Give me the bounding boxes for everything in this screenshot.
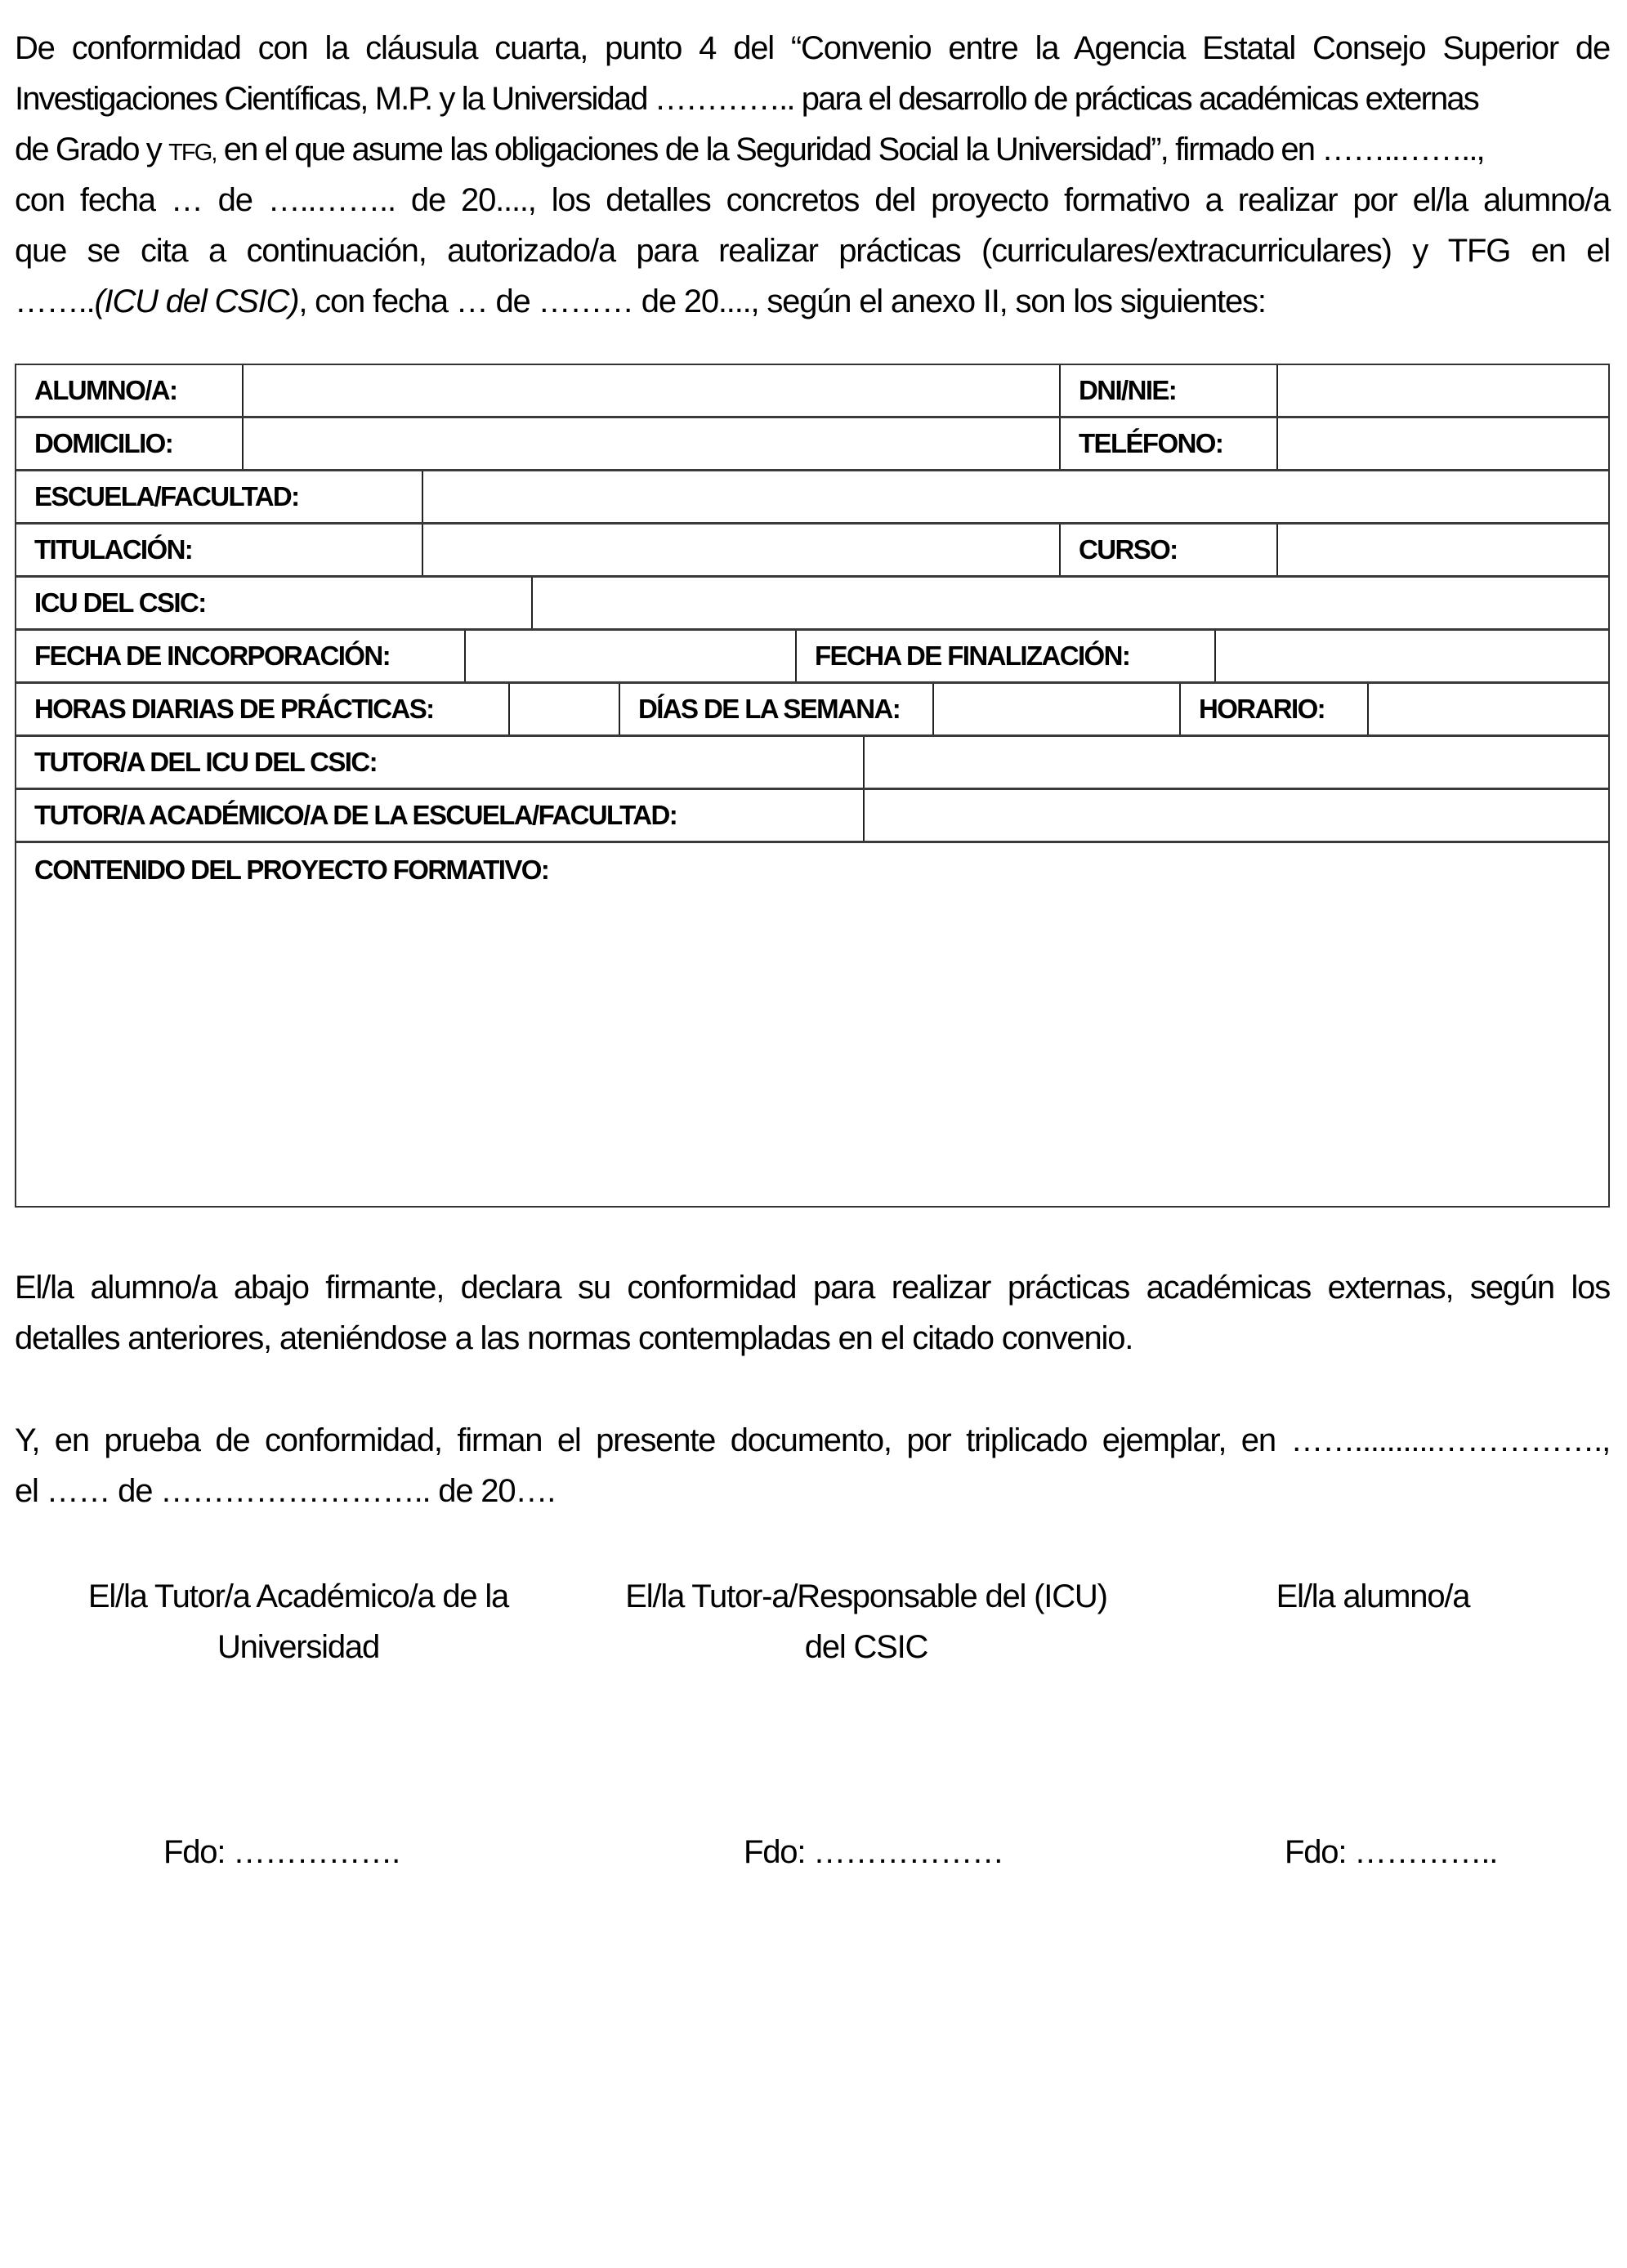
alumno-field[interactable] [244, 365, 1061, 416]
intro-line-3 [15, 124, 1610, 175]
fecha-finalizacion-label-cell [797, 631, 1216, 681]
signature-title-alumno: El/la alumno/a [1276, 1578, 1470, 1614]
row-escuela [16, 471, 1608, 525]
closing-line-2: el …… de …………………….. de 20…. [15, 1473, 556, 1509]
intro-line-3-start: de Grado y [15, 132, 169, 167]
domicilio-label: DOMICILIO: [34, 428, 173, 458]
intro-line-4: con fecha … de …..…….. de 20...., los detalles concretos del proyecto formativo a realizar por el/la alumno/a [15, 182, 1610, 218]
telefono-label: TELÉFONO: [1079, 428, 1223, 458]
icu-label-cell [16, 578, 533, 628]
horario-label: HORARIO: [1199, 694, 1325, 724]
telefono-field[interactable] [1278, 418, 1608, 469]
horas-label: HORAS DIARIAS DE PRÁCTICAS: [34, 694, 434, 724]
row-fechas [16, 631, 1608, 684]
intro-line-1: De conformidad con la cláusula cuarta, punto 4 del “Convenio entre la Agencia Estatal Consejo Superior de [15, 30, 1610, 66]
tutor-icu-label: TUTOR/A DEL ICU DEL CSIC: [34, 747, 377, 777]
signature-line-tutor-academico[interactable]: Fdo: ……………. [163, 1834, 400, 1870]
tutor-academico-field[interactable] [865, 790, 1608, 841]
row-titulacion [16, 525, 1608, 578]
curso-field[interactable] [1278, 525, 1608, 575]
icu-label: ICU DEL CSIC: [34, 587, 206, 618]
alumno-label: ALUMNO/A: [34, 375, 177, 405]
curso-label-cell [1061, 525, 1278, 575]
tutor-academico-label: TUTOR/A ACADÉMICO/A DE LA ESCUELA/FACULTAD: [34, 800, 677, 830]
signature-title-tutor-icu: El/la Tutor-a/Responsable del (ICU) del CSIC [625, 1578, 1107, 1665]
signature-title-tutor-academico: El/la Tutor/a Académico/a de la Universidad [87, 1578, 509, 1665]
intro-line-5: que se cita a continuación, autorizado/a para realizar prácticas (curriculares/extracurriculares) y TFG en el [15, 233, 1610, 269]
fecha-finalizacion-label: FECHA DE FINALIZACIÓN: [815, 641, 1130, 671]
dni-label: DNI/NIE: [1079, 375, 1177, 405]
training-project-form [15, 364, 1610, 1208]
tutor-icu-field[interactable] [865, 737, 1608, 788]
horas-label-cell [16, 684, 510, 734]
dni-field[interactable] [1278, 365, 1608, 416]
curso-label: CURSO: [1079, 534, 1178, 565]
row-domicilio [16, 418, 1608, 471]
row-alumno [16, 365, 1608, 418]
row-horario [16, 684, 1608, 737]
fecha-finalizacion-field[interactable] [1216, 631, 1608, 681]
escuela-field[interactable] [423, 471, 1608, 522]
intro-line-6 [15, 276, 1610, 327]
tutor-academico-label-cell [16, 790, 865, 841]
fecha-incorporacion-label: FECHA DE INCORPORACIÓN: [34, 641, 390, 671]
fecha-incorporacion-label-cell [16, 631, 466, 681]
icu-del-csic-italic: (ICU del CSIC) [94, 284, 299, 319]
row-contenido [16, 843, 1608, 1206]
tutor-icu-label-cell [16, 737, 865, 788]
intro-paragraph [15, 23, 1610, 327]
titulacion-field[interactable] [423, 525, 1061, 575]
signature-line-tutor-icu[interactable]: Fdo: ……………… [744, 1834, 1003, 1870]
escuela-label-cell [16, 471, 423, 522]
contenido-field[interactable] [16, 843, 1608, 1206]
row-tutor-academico [16, 790, 1608, 843]
dias-field[interactable] [934, 684, 1181, 734]
signature-line-alumno[interactable]: Fdo: ………….. [1285, 1834, 1498, 1870]
intro-line-6-rest: , con fecha … de ……… de 20...., según el anexo II, son los siguientes: [298, 284, 1266, 319]
closing-paragraph [15, 1415, 1610, 1516]
titulacion-label-cell [16, 525, 423, 575]
contenido-label: CONTENIDO DEL PROYECTO FORMATIVO: [34, 854, 549, 885]
dias-label: DÍAS DE LA SEMANA: [638, 694, 901, 724]
escuela-label: ESCUELA/FACULTAD: [34, 481, 299, 511]
icu-field[interactable] [533, 578, 1608, 628]
tfg-text: TFG, [168, 140, 217, 166]
domicilio-field[interactable] [244, 418, 1061, 469]
domicilio-label-cell [16, 418, 244, 469]
closing-line-1: Y, en prueba de conformidad, firman el presente documento, por triplicado ejemplar, en ……..........……………., [15, 1422, 1610, 1458]
declaration-paragraph [15, 1262, 1610, 1364]
fecha-incorporacion-field[interactable] [466, 631, 797, 681]
row-tutor-icu [16, 737, 1608, 790]
intro-line-2: Investigaciones Científicas, M.P. y la Universidad ………….. para el desarrollo de prácticas académicas externas [15, 81, 1478, 117]
alumno-label-cell [16, 365, 244, 416]
horario-field[interactable] [1369, 684, 1608, 734]
row-icu [16, 578, 1608, 631]
titulacion-label: TITULACIÓN: [34, 534, 193, 565]
intro-line-3-rest: en el que asume las obligaciones de la Seguridad Social la Universidad”, firmado en ……..…….., [216, 132, 1484, 167]
declaration-line-2: detalles anteriores, ateniéndose a las normas contempladas en el citado convenio. [15, 1320, 1133, 1356]
dni-label-cell [1061, 365, 1278, 416]
dias-label-cell [620, 684, 934, 734]
declaration-line-1: El/la alumno/a abajo firmante, declara su conformidad para realizar prácticas académicas externas, según los [15, 1270, 1610, 1306]
icu-dots: …….. [15, 284, 95, 319]
horas-field[interactable] [510, 684, 620, 734]
horario-label-cell [1181, 684, 1369, 734]
telefono-label-cell [1061, 418, 1278, 469]
